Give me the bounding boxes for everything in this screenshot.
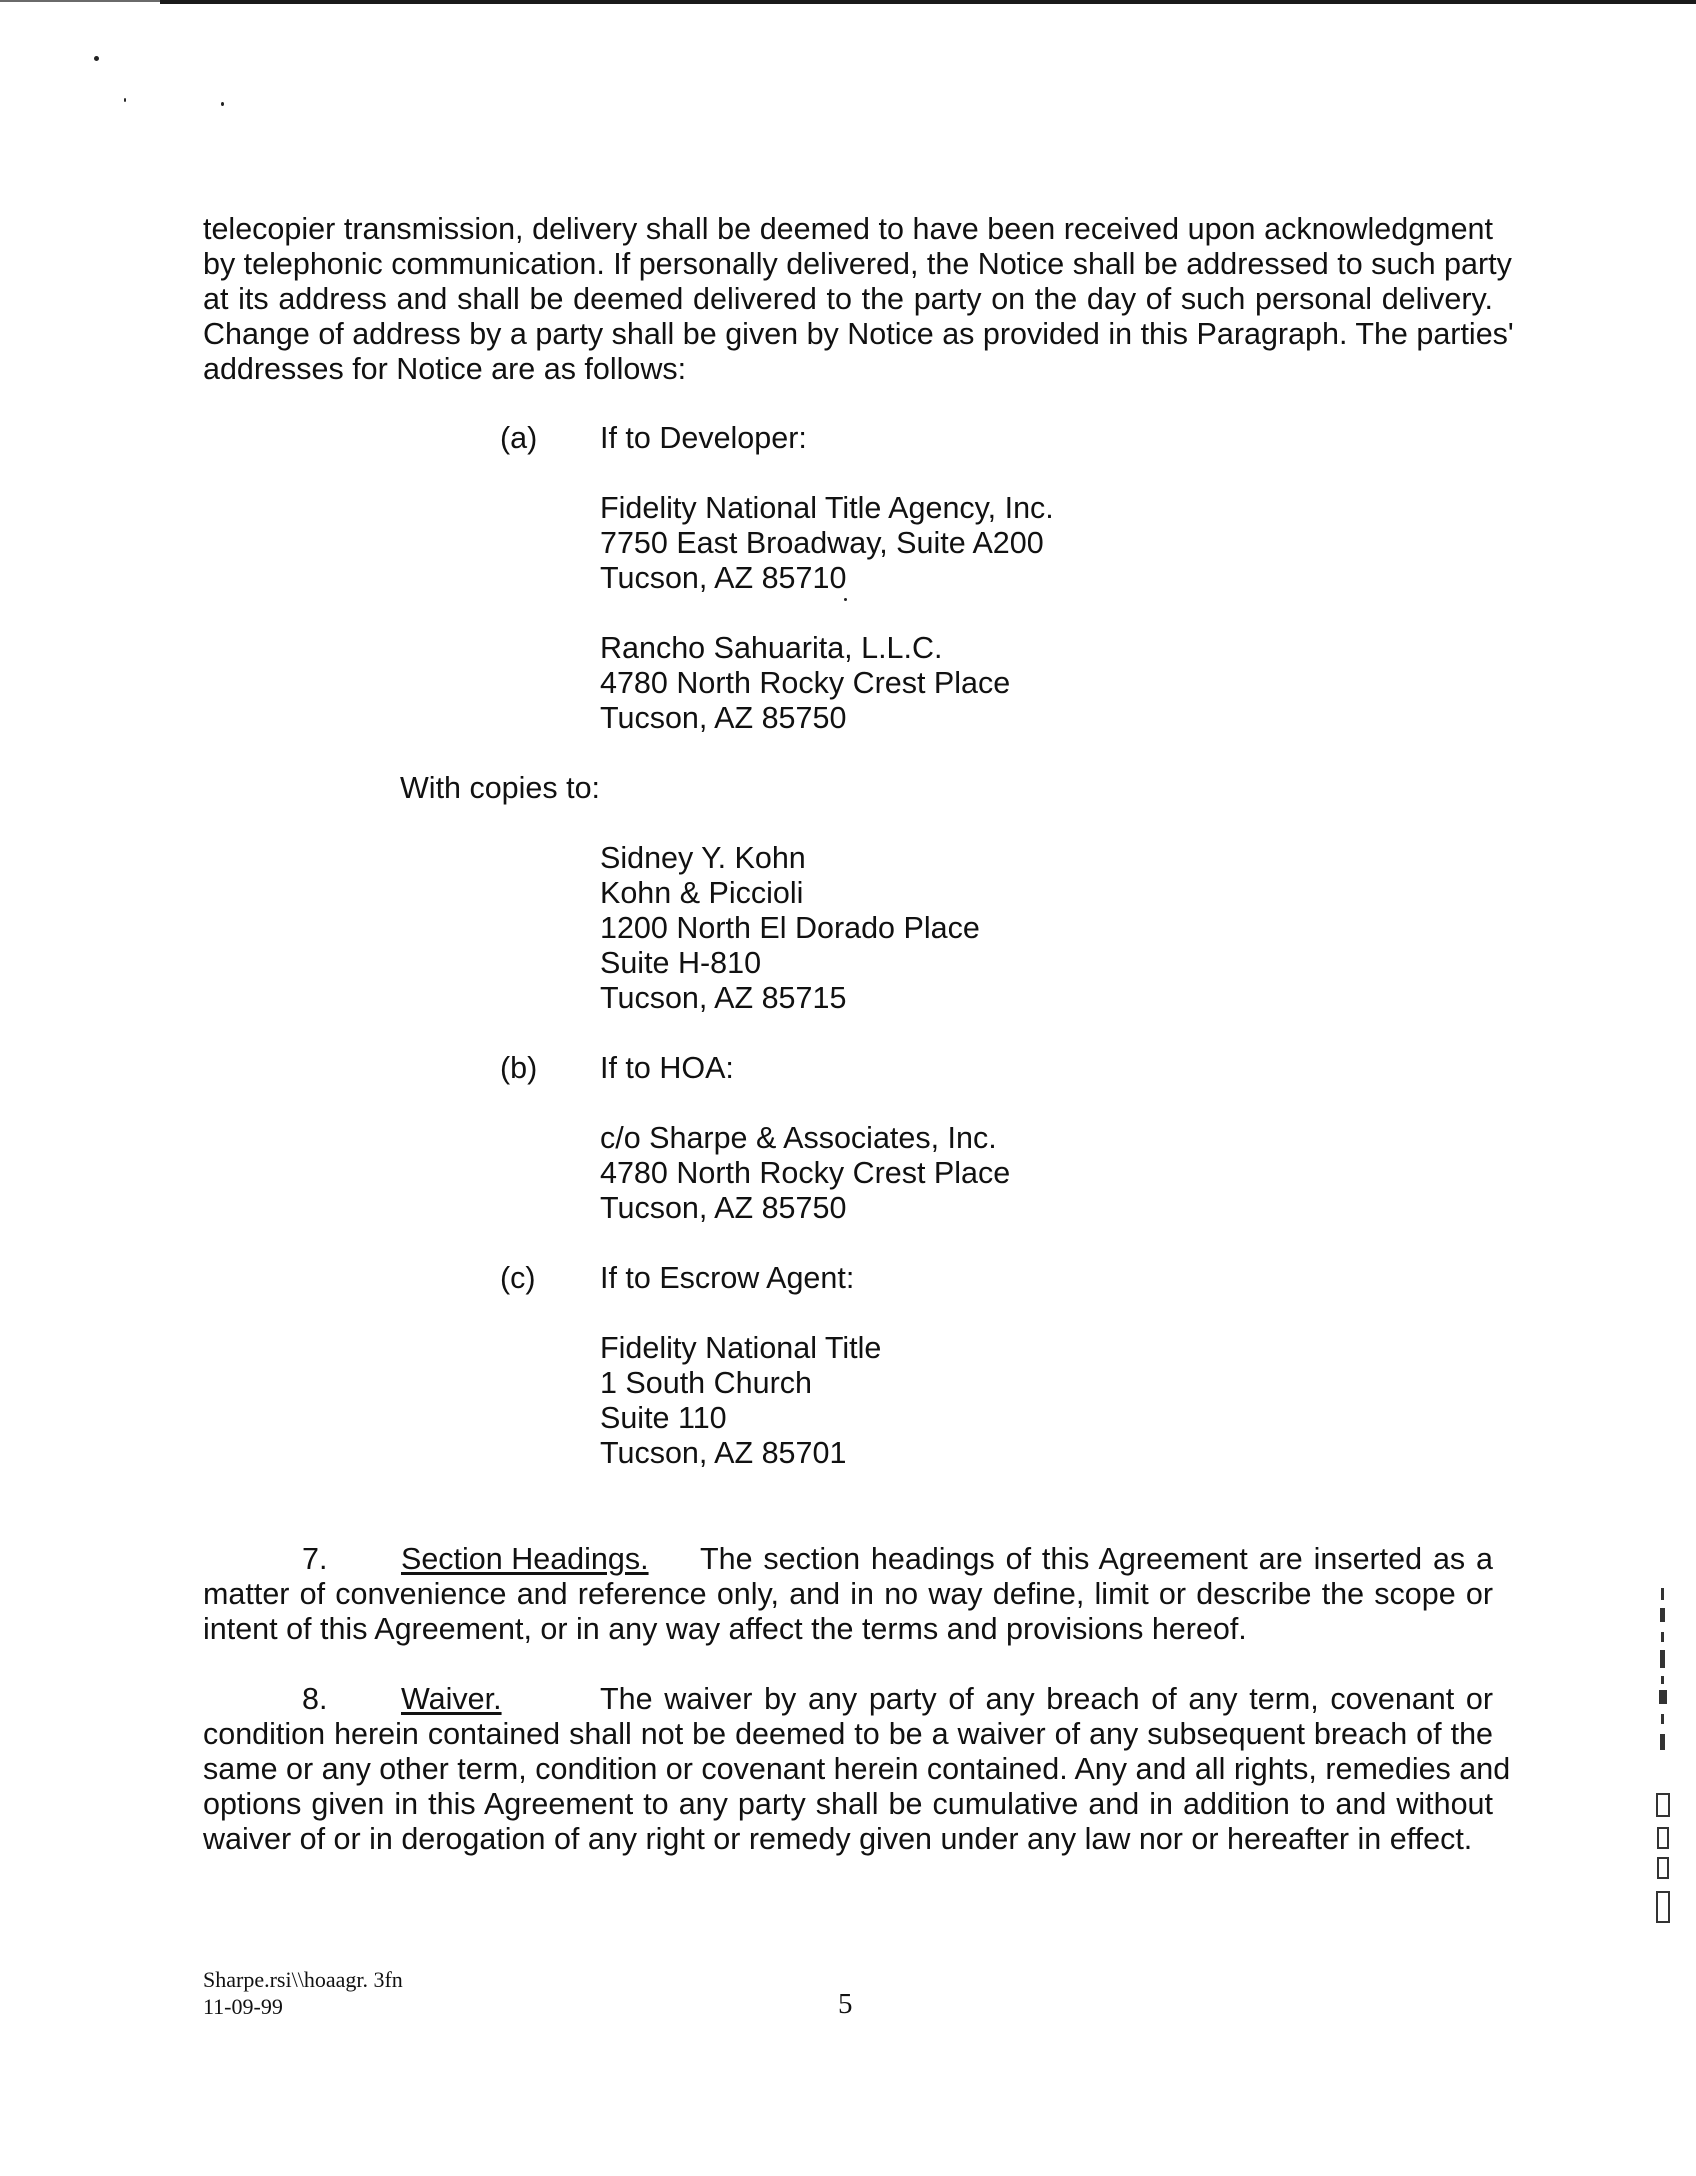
section-7-first-line [700,1542,1493,1577]
address-line: Tucson, AZ 85710 [600,561,847,595]
copies-address [600,841,980,1016]
notice-a-marker: (a) [500,421,538,455]
address-line: 4780 North Rocky Crest Place [600,666,1011,700]
intro-line: addresses for Notice are as follows: [203,352,687,386]
scan-speck [844,598,847,601]
section-line: waiver of or in derogation of any right or remedy given under any law nor or hereafter in effect. [203,1822,1473,1856]
section-8-first-line [600,1682,1493,1717]
address-line: Tucson, AZ 85715 [600,981,847,1015]
address-line: 1 South Church [600,1366,812,1400]
section-line: The waiver by any party of any breach of any term, covenant or [600,1682,1493,1716]
margin-stamp [1650,1792,1672,1927]
developer-address-1 [600,491,1054,596]
hoa-address [600,1121,1010,1226]
address-line: Fidelity National Title [600,1331,882,1365]
section-8-body [203,1717,1511,1857]
address-line: Sidney Y. Kohn [600,841,806,875]
section-7-body [203,1577,1493,1647]
section-line: intent of this Agreement, or in any way affect the terms and provisions hereof. [203,1612,1247,1646]
address-line: Tucson, AZ 85750 [600,701,847,735]
address-line: 7750 East Broadway, Suite A200 [600,526,1044,560]
escrow-address [600,1331,881,1471]
address-line: c/o Sharpe & Associates, Inc. [600,1121,997,1155]
section-7-title: Section Headings. [401,1542,649,1576]
footer-file-ref: Sharpe.rsi\\hoaagr. 3fn [203,1967,403,1992]
address-line: Suite H-810 [600,946,762,980]
notice-b-heading: If to HOA: [600,1051,734,1085]
section-8-title: Waiver. [401,1682,502,1716]
section-7-number: 7. [302,1542,328,1576]
intro-line: at its address and shall be deemed delivered to the party on the day of such personal delivery. [203,282,1493,316]
page-number: 5 [838,1988,853,2020]
section-line: matter of convenience and reference only, and in no way define, limit or describe the scope or [203,1577,1493,1611]
section-line: options given in this Agreement to any party shall be cumulative and in addition to and without [203,1787,1493,1821]
notice-c-heading: If to Escrow Agent: [600,1261,855,1295]
intro-paragraph [203,212,1514,387]
section-line: same or any other term, condition or covenant herein contained. Any and all rights, remedies and [203,1752,1511,1786]
margin-stamp [1650,1586,1672,1756]
scan-speck [124,98,126,102]
intro-line: by telephonic communication. If personally delivered, the Notice shall be addressed to such party [203,247,1512,281]
address-line: Suite 110 [600,1401,727,1435]
address-line: 1200 North El Dorado Place [600,911,980,945]
notice-c-marker: (c) [500,1261,536,1295]
scan-speck [221,102,224,106]
copies-heading: With copies to: [400,771,601,805]
developer-address-2 [600,631,1010,736]
section-line: The section headings of this Agreement are inserted as a [700,1542,1493,1576]
section-8-number: 8. [302,1682,328,1716]
address-line: Kohn & Piccioli [600,876,804,910]
address-line: Fidelity National Title Agency, Inc. [600,491,1054,525]
scan-speck [94,56,99,61]
intro-line: telecopier transmission, delivery shall be deemed to have been received upon acknowledgment [203,212,1493,246]
intro-line: Change of address by a party shall be given by Notice as provided in this Paragraph. The parties' [203,317,1514,351]
address-line: Rancho Sahuarita, L.L.C. [600,631,943,665]
address-line: 4780 North Rocky Crest Place [600,1156,1011,1190]
footer-date: 11-09-99 [203,1994,283,2019]
scan-edge [160,0,1696,4]
notice-a-heading: If to Developer: [600,421,807,455]
address-line: Tucson, AZ 85701 [600,1436,847,1470]
scan-edge [0,0,165,2]
section-line: condition herein contained shall not be deemed to be a waiver of any subsequent breach of the [203,1717,1493,1751]
address-line: Tucson, AZ 85750 [600,1191,847,1225]
notice-b-marker: (b) [500,1051,538,1085]
